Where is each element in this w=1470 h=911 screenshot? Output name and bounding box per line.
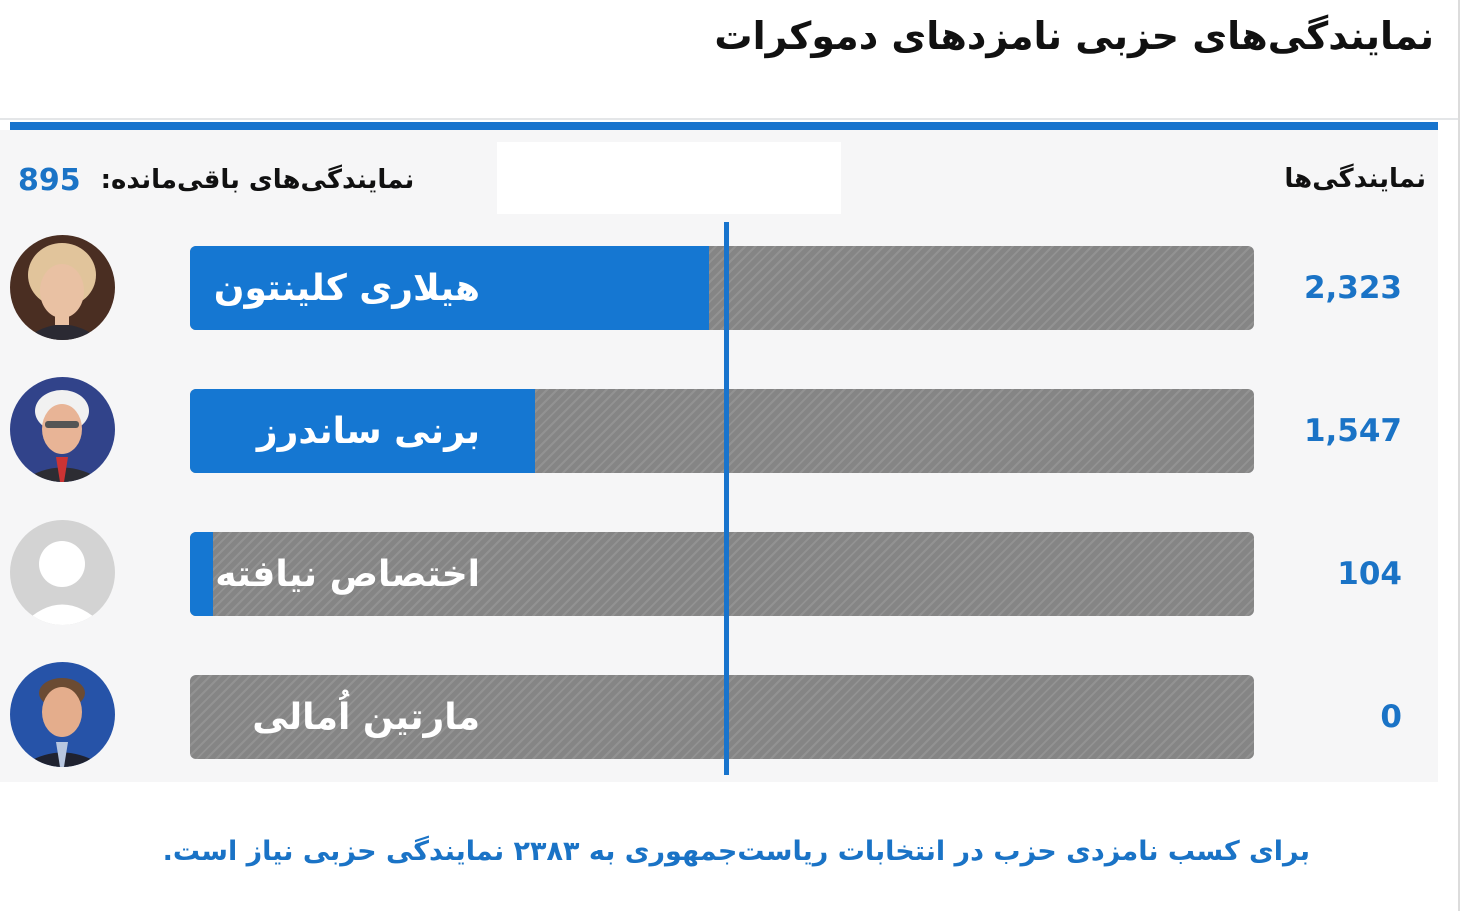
right-border <box>1458 0 1460 911</box>
delegate-count: 1,547 <box>1303 413 1402 449</box>
candidate-avatar <box>10 235 115 340</box>
title-divider-light <box>0 118 1458 120</box>
delegate-count: 0 <box>1380 699 1402 735</box>
candidate-avatar <box>10 662 115 767</box>
delegate-count: 2,323 <box>1303 270 1402 306</box>
bar-track <box>190 532 1254 616</box>
bar-track <box>190 675 1254 759</box>
bar-label: هیلاری کلینتون <box>213 267 480 309</box>
footnote: برای کسب نامزدی حزب در انتخابات ریاست‌جمهوری به ۲۳۸۳ نمایندگی حزبی نیاز است. <box>162 836 1310 867</box>
bar-label: اختصاص نیافته <box>215 553 480 595</box>
delegate-count: 104 <box>1337 556 1402 592</box>
header-blank-area <box>497 142 841 214</box>
bar-label: مارتین اُمالی <box>252 696 480 738</box>
page-title: نمایندگی‌های حزبی نامزدهای دموکرات <box>714 14 1434 58</box>
bar-label: برنی ساندرز <box>256 410 480 452</box>
remaining-delegates-value: 895 <box>18 162 81 198</box>
bar-track <box>190 246 1254 330</box>
remaining-delegates <box>18 160 414 200</box>
placeholder-avatar-icon <box>10 520 115 625</box>
bar-track <box>190 389 1254 473</box>
title-divider <box>10 122 1438 130</box>
delegates-column-header: نمایندگی‌ها <box>1284 164 1426 194</box>
threshold-line <box>724 222 729 775</box>
candidate-avatar <box>10 377 115 482</box>
remaining-delegates-label: نمایندگی‌های باقی‌مانده: <box>100 165 415 195</box>
bar-fill <box>190 532 213 616</box>
